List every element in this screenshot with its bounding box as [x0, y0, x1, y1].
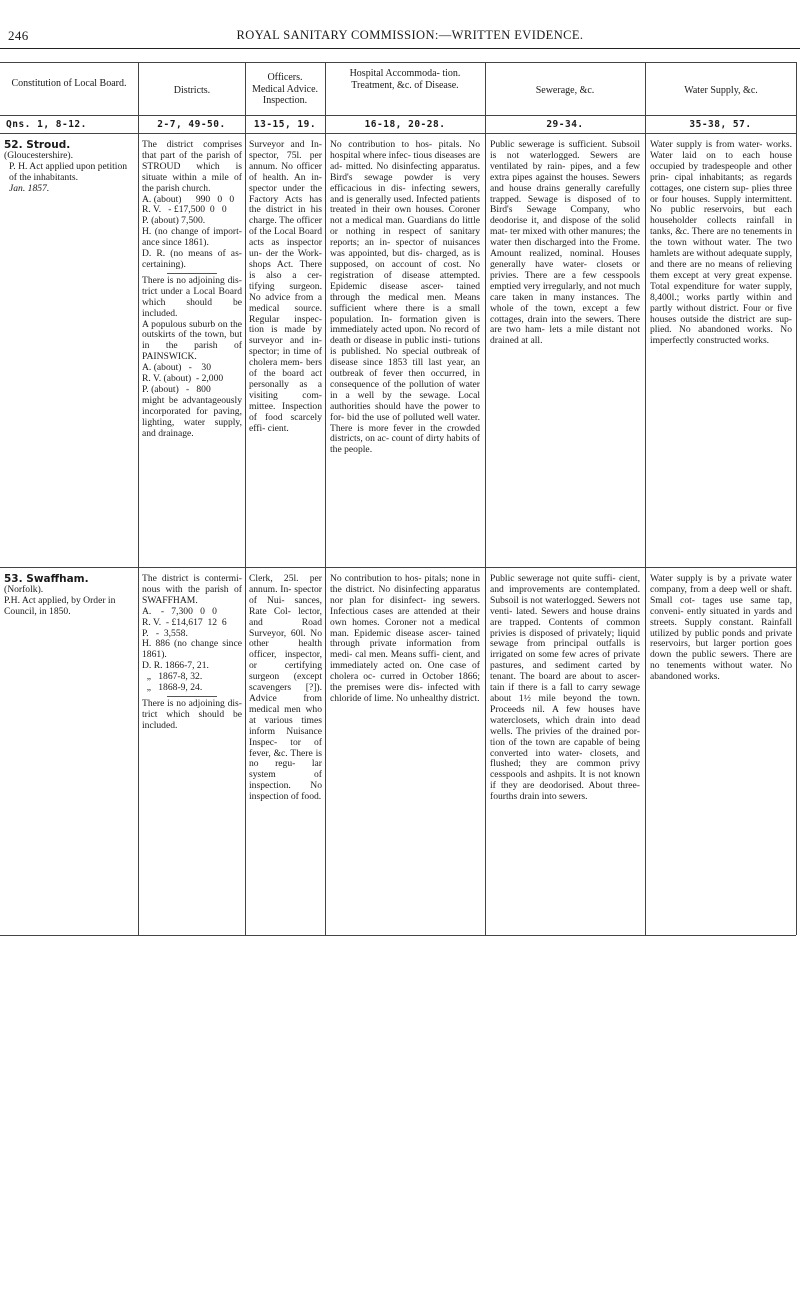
table-row-board	[4, 574, 134, 618]
column-header-sewerage: Sewerage, &c.	[535, 85, 595, 96]
question-numbers: 29-34.	[546, 119, 584, 130]
table-row-officers: Surveyor and In- spector, 75l. per annum. No officer of health. An in- spector under the Factory Acts has the district in his charge. The officer of the Local Board acts as inspector un- der the Work- shops Act. There is also a cer- tifying surgeon. No advice from a medical source. Regular inspec- tion is made by surveyor and in- spector; in time of cholera mem- bers of the board act personally as a visiting com- mittee. Inspection of food scarcely effi- cient.	[249, 139, 322, 434]
district-stat: R. V. - £17,500 0 0	[142, 204, 227, 216]
table-row-districts	[142, 140, 242, 439]
district-stat: „ 1868-9, 24.	[142, 682, 203, 694]
column-header-officers: Officers. Medical Advice. Inspection.	[251, 72, 319, 106]
table-right-border	[796, 62, 797, 935]
district-stat: H. 886 (no change since 1861).	[142, 638, 242, 661]
district-text: The district comprises that part of the parish of STROUD which is situate within a mile of the parish church.	[142, 139, 242, 194]
table-top-border	[0, 62, 796, 63]
column-header-hospital: Hospital Accommoda- tion. Treatment, &c. of Disease.	[349, 68, 461, 91]
district-stat: D. R. 1866-7, 21.	[142, 660, 209, 672]
table-row-hospital: No contribution to hos- pitals. No hospital where infec- tious diseases are ad- mitted. No disinfecting apparatus. Bird's sewage powder is very efficacious in dis- infecting sewers, and is generally used. Infected patients treated in their own houses. Coroner not a medical man. Guardians do little or nothing in respect of sanitary reports; an in- spector of nuisances was appointed, but dis- charged, as is supposed, on account of cost. No registration of disease attempted. Epidemic disease ascer- tained through the medical men. Means sufficient where there is a small population. In- formation given is immediately acted upon. No record of death or disease in public insti- tutions is published. No special outbreak of disease since 1853 till last year, an outbreak of fever then occurred, in consequence of the pollution of water in a well by the sewage. Local authorities should have the power to for- bid the use of polluted well water. There is more fever in the crowded districts, on ac- count of dirty habits of the people.	[330, 139, 480, 456]
table-row-officers: Clerk, 25l. per annum. In- spector of Nui- sances, Rate Col- lector, and Road Surveyor, 60l. No other health officer, inspector, or certifying surgeon (except scavengers [?]). Advice from medical men who at various times inform Nuisance Inspec- tor of fever, &c. There is no regu- lar system of inspection. No inspection of food.	[249, 573, 322, 803]
question-numbers: Qns. 1, 8-12.	[6, 119, 87, 130]
question-numbers: 2-7, 49-50.	[157, 119, 226, 130]
col-divider	[485, 62, 486, 935]
table-row-water: Water supply is from water- works. Water laid on to each house occupied by tradespeople and other prin- cipal inhabitants; as regards cottages, one cistern sup- plies three or four houses. Supply intermittent. No public reservoirs, but each householder collects rainfall in tanks, &c. There are no tenements in the town without water. The two hamlets are without adequate supply, and there are no means of relieving them except at very great expense. Total expenditure for water supply, 8,400l.; works partly within and partly without district. Four or five houses outside the district are sup- plied. No abandoned works. No imperfectly constructed works.	[650, 139, 792, 347]
board-line: Jan. 1857.	[9, 182, 50, 194]
district-text: There is no adjoining dis- trict under a Local Board which should be included.	[142, 274, 242, 319]
divider-dash	[167, 696, 217, 697]
district-stat: A. - 7,300 0 0	[142, 605, 217, 617]
district-text: might be advantageously incorporated for paving, lighting, water supply, and drainage.	[142, 394, 242, 439]
col-divider	[325, 62, 326, 935]
district-stat: A. (about) - 30	[142, 362, 212, 374]
page-title: ROYAL SANITARY COMMISSION:—WRITTEN EVIDENCE.	[236, 28, 584, 42]
board-title: 53. Swaffham.	[4, 573, 89, 585]
row-divider	[0, 567, 796, 568]
district-text: There is no adjoining dis- trict which should be included.	[142, 697, 242, 731]
page-number: 246	[8, 28, 29, 43]
district-stat: R. V. (about) - 2,000	[142, 373, 224, 385]
board-title: 52. Stroud.	[4, 139, 71, 151]
district-stat: „ 1867-8, 32.	[142, 671, 203, 683]
district-stat: P. - 3,558.	[142, 627, 188, 639]
header-rule	[0, 48, 800, 49]
board-line: P.H. Act applied, by Order in Council, in 1850.	[4, 594, 116, 617]
qnum-bottom-border	[0, 133, 796, 134]
district-stat: A. (about) 990 0 0	[142, 193, 235, 205]
district-text: The district is contermi- nous with the parish of SWAFFHAM.	[142, 573, 242, 606]
table-row-board	[4, 140, 134, 195]
district-text: A populous suburb on the outskirts of the town, but in the parish of PAINSWICK.	[142, 318, 242, 363]
board-line: (Norfolk).	[4, 583, 44, 595]
question-numbers: 16-18, 20-28.	[364, 119, 446, 130]
column-header-districts: Districts.	[173, 85, 211, 96]
table-row-water: Water supply is by a private water company, from a deep well or shaft. Small cot- tages use same tap, conveni- ently situated in yards and streets. Supply constant. Rainfall utilized by public ponds and private reservoirs, but larger portion goes down the public sewers. There are no tenements without water. No abandoned works.	[650, 573, 792, 683]
column-header-board: Constitution of Local Board.	[11, 78, 127, 89]
col-divider	[645, 62, 646, 935]
divider-dash	[167, 273, 217, 274]
col-divider	[245, 62, 246, 935]
table-row-hospital: No contribution to hos- pitals; none in the district. No disinfecting apparatus nor plan for disinfect- ing sewers. Infectious cases are attended at their own homes. Coroner not a medical man. Epidemic disease ascer- tained through private information from medi- cal men. Means suffi- cient, and immediately acted on. One case of cholera oc- curred in October 1866; the premises were dis- infected with chloride of lime. No unhealthy district.	[330, 573, 480, 704]
header-bottom-border	[0, 115, 796, 116]
district-stat: H. (no change of import- ance since 1861).	[142, 226, 242, 249]
district-stat: P. (about) 7,500.	[142, 215, 206, 227]
question-numbers: 13-15, 19.	[253, 119, 317, 130]
table-row-sewerage: Public sewerage is sufficient. Subsoil is not waterlogged. Sewers are ventilated by rain- pipes, and a few extra pipes against the houses. Sewers and house drains generally carefully trapped. Sewage is disposed of to Bird's Sewage Company, who deodorise it, and dispose of the solid mat- ter mixed with other manures; the water then discharged into the Frome. Amount realized, nominal. Houses generally have water- closets or privies. There are a few cesspools emptied very irregularly, and not much care taken in many instances. The whole of the town, except a few cottages, drain into the sewers. There are two ham- lets a mile distant not drained at all.	[490, 139, 640, 347]
column-header-water: Water Supply, &c.	[684, 85, 758, 96]
table-bottom-border	[0, 935, 796, 936]
board-line: (Gloucestershire).	[4, 149, 73, 161]
district-stat: P. (about) - 800	[142, 383, 211, 395]
table-row-sewerage: Public sewerage not quite suffi- cient, and improvements are contemplated. Subsoil is not waterlogged. Sewers not venti- lated. Sewers and house drains are trapped. Contents of common privies is disposed of privately; liquid sewage from principal outfalls is irrigated on some few acres of private pastures, and sediment carted by tenant. The board are about to ascer- tain if there is a fall to carry sewage about 1½ mile beyond the town. Proceeds nil. A few houses have waterclosets, which drain into dead wells. The privies of the drained por- tion of the town are capable of being converted into water- closets, and flushed; they are common privy cesspools and ashpits. It is not known if they are deodorised. About three-fourths drain into sewers.	[490, 573, 640, 803]
district-stat: D. R. (no means of as- certaining).	[142, 248, 242, 270]
board-line: P. H. Act applied upon petition of the inhabitants.	[9, 160, 128, 183]
table-row-districts	[142, 574, 242, 732]
question-numbers: 35-38, 57.	[689, 119, 752, 130]
col-divider	[138, 62, 139, 935]
district-stat: R. V. - £14,617 12 6	[142, 616, 227, 628]
